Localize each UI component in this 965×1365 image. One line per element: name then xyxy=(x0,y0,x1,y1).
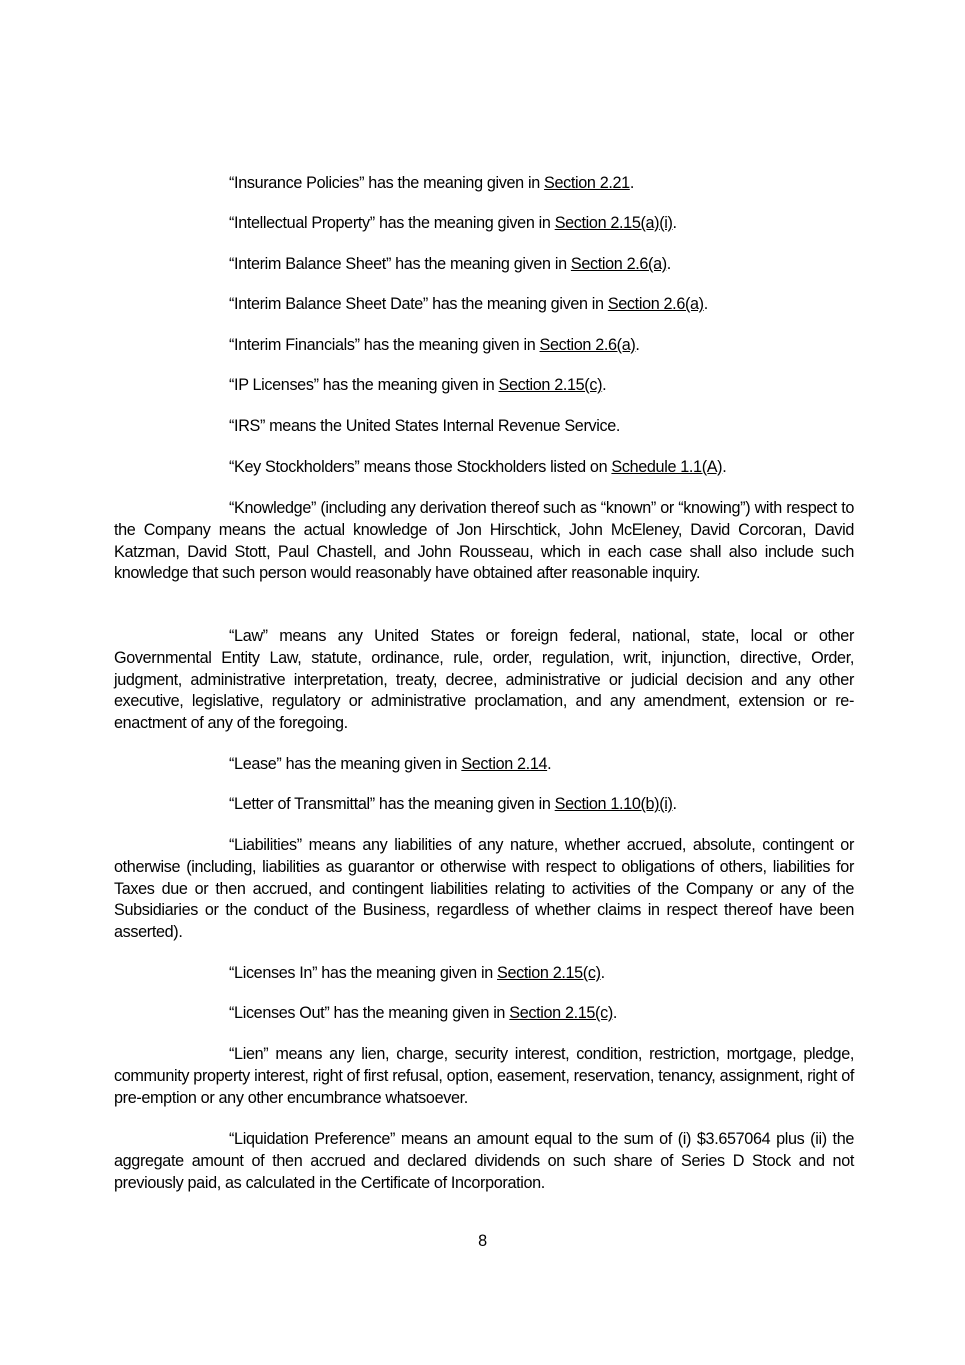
definition-text: “Interim Balance Sheet” has the meaning given in xyxy=(229,255,571,273)
definition-text: “Lease” has the meaning given in xyxy=(229,755,462,773)
schedule-reference: Schedule 1.1(A) xyxy=(611,458,723,476)
definition-text: “Interim Balance Sheet Date” has the meaning given in xyxy=(229,295,608,313)
section-reference: Section 2.6(a) xyxy=(570,255,667,273)
definition-text: “IRS” means the United States Internal Revenue Service. xyxy=(229,417,621,435)
section-reference: Section 2.21 xyxy=(544,174,630,192)
definition-text: “Licenses Out” has the meaning given in xyxy=(229,1004,510,1022)
section-reference: Section 2.15(c) xyxy=(509,1004,613,1022)
section-reference: Section 2.15(c) xyxy=(498,376,603,394)
definition-lien: “Lien” means any lien, charge, security interest, condition, restriction, mortgage, pledge, community property interest, right of first refusal, option, easement, reservation, tenancy, assignment, right of pre-emption or any other encumbrance whatsoever. xyxy=(114,1045,854,1107)
definition-text: “Key Stockholders” means those Stockholders listed on xyxy=(229,458,612,476)
definition-text: “Letter of Transmittal” has the meaning given in xyxy=(229,795,555,813)
definition-interim-balance-sheet: “Interim Balance Sheet” has the meaning given in Section 2.6(a). xyxy=(229,255,671,273)
section-reference: Section 2.6(a) xyxy=(539,336,636,354)
definition-letter-of-transmittal: “Letter of Transmittal” has the meaning given in Section 1.10(b)(i). xyxy=(229,795,677,813)
section-reference: Section 2.15(c) xyxy=(497,964,601,982)
definition-knowledge: “Knowledge” (including any derivation thereof such as “known” or “knowing”) with respect to the Company means the actual knowledge of Jon Hirschtick, John McEleney, David Corcoran, David Katzman, David Stott, Paul Chastell, and John Rousseau, which in each case shall also include such knowledge that such person would reasonably have obtained after reasonable inquiry. xyxy=(114,499,854,583)
definition-text: “Interim Financials” has the meaning given in xyxy=(229,336,540,354)
section-reference: Section 1.10(b)(i) xyxy=(554,795,673,813)
definition-ip-licenses: “IP Licenses” has the meaning given in Section 2.15(c). xyxy=(229,376,607,394)
definition-intellectual-property: “Intellectual Property” has the meaning given in Section 2.15(a)(i). xyxy=(229,214,677,232)
section-reference: Section 2.14 xyxy=(461,755,548,773)
section-reference: Section 2.15(a)(i) xyxy=(554,214,673,232)
definition-interim-financials: “Interim Financials” has the meaning given in Section 2.6(a). xyxy=(229,336,640,354)
definition-licenses-in: “Licenses In” has the meaning given in Section 2.15(c). xyxy=(229,964,605,982)
definition-text: “Insurance Policies” has the meaning given in xyxy=(229,174,545,192)
definition-liquidation-preference: “Liquidation Preference” means an amount equal to the sum of (i) $3.657064 plus (ii) the aggregate amount of then accrued and declared dividends on such share of Series D Stock and not previously paid, as calculated in the Certificate of Incorporation. xyxy=(114,1130,854,1192)
definition-irs xyxy=(229,416,854,438)
definition-key-stockholders: “Key Stockholders” means those Stockholders listed on Schedule 1.1(A). xyxy=(229,458,727,476)
definition-licenses-out: “Licenses Out” has the meaning given in Section 2.15(c). xyxy=(229,1004,618,1022)
definition-text: “IP Licenses” has the meaning given in xyxy=(229,376,499,394)
definition-insurance-policies: “Insurance Policies” has the meaning given in Section 2.21. xyxy=(229,174,634,192)
definition-text: “Licenses In” has the meaning given in xyxy=(229,964,497,982)
definition-liabilities: “Liabilities” means any liabilities of any nature, whether accrued, absolute, contingent or otherwise (including, liabilities as guarantor or otherwise with respect to obligations of others, liabilities for Taxes due or then accrued, and contingent liabilities relating to activities of the Company or any of the Subsidiaries or the conduct of the Business, regardless of whether claims in respect thereof have been asserted). xyxy=(114,836,854,942)
section-reference: Section 2.6(a) xyxy=(607,295,704,313)
page-number: 8 xyxy=(478,1232,487,1250)
definition-text: “Intellectual Property” has the meaning given in xyxy=(229,214,555,232)
definition-law: “Law” means any United States or foreign federal, national, state, local or other Governmental Entity Law, statute, ordinance, rule, order, regulation, writ, injunction, directive, Order, judgment, administrative interpretation, treaty, decree, administrative or judicial decision and any other executive, legislative, regulatory or administrative proclamation, and any amendment, extension or re-enactment of any of the foregoing. xyxy=(114,627,854,733)
definition-interim-balance-sheet-date: “Interim Balance Sheet Date” has the meaning given in Section 2.6(a). xyxy=(229,295,708,313)
definition-lease: “Lease” has the meaning given in Section 2.14. xyxy=(229,755,552,773)
